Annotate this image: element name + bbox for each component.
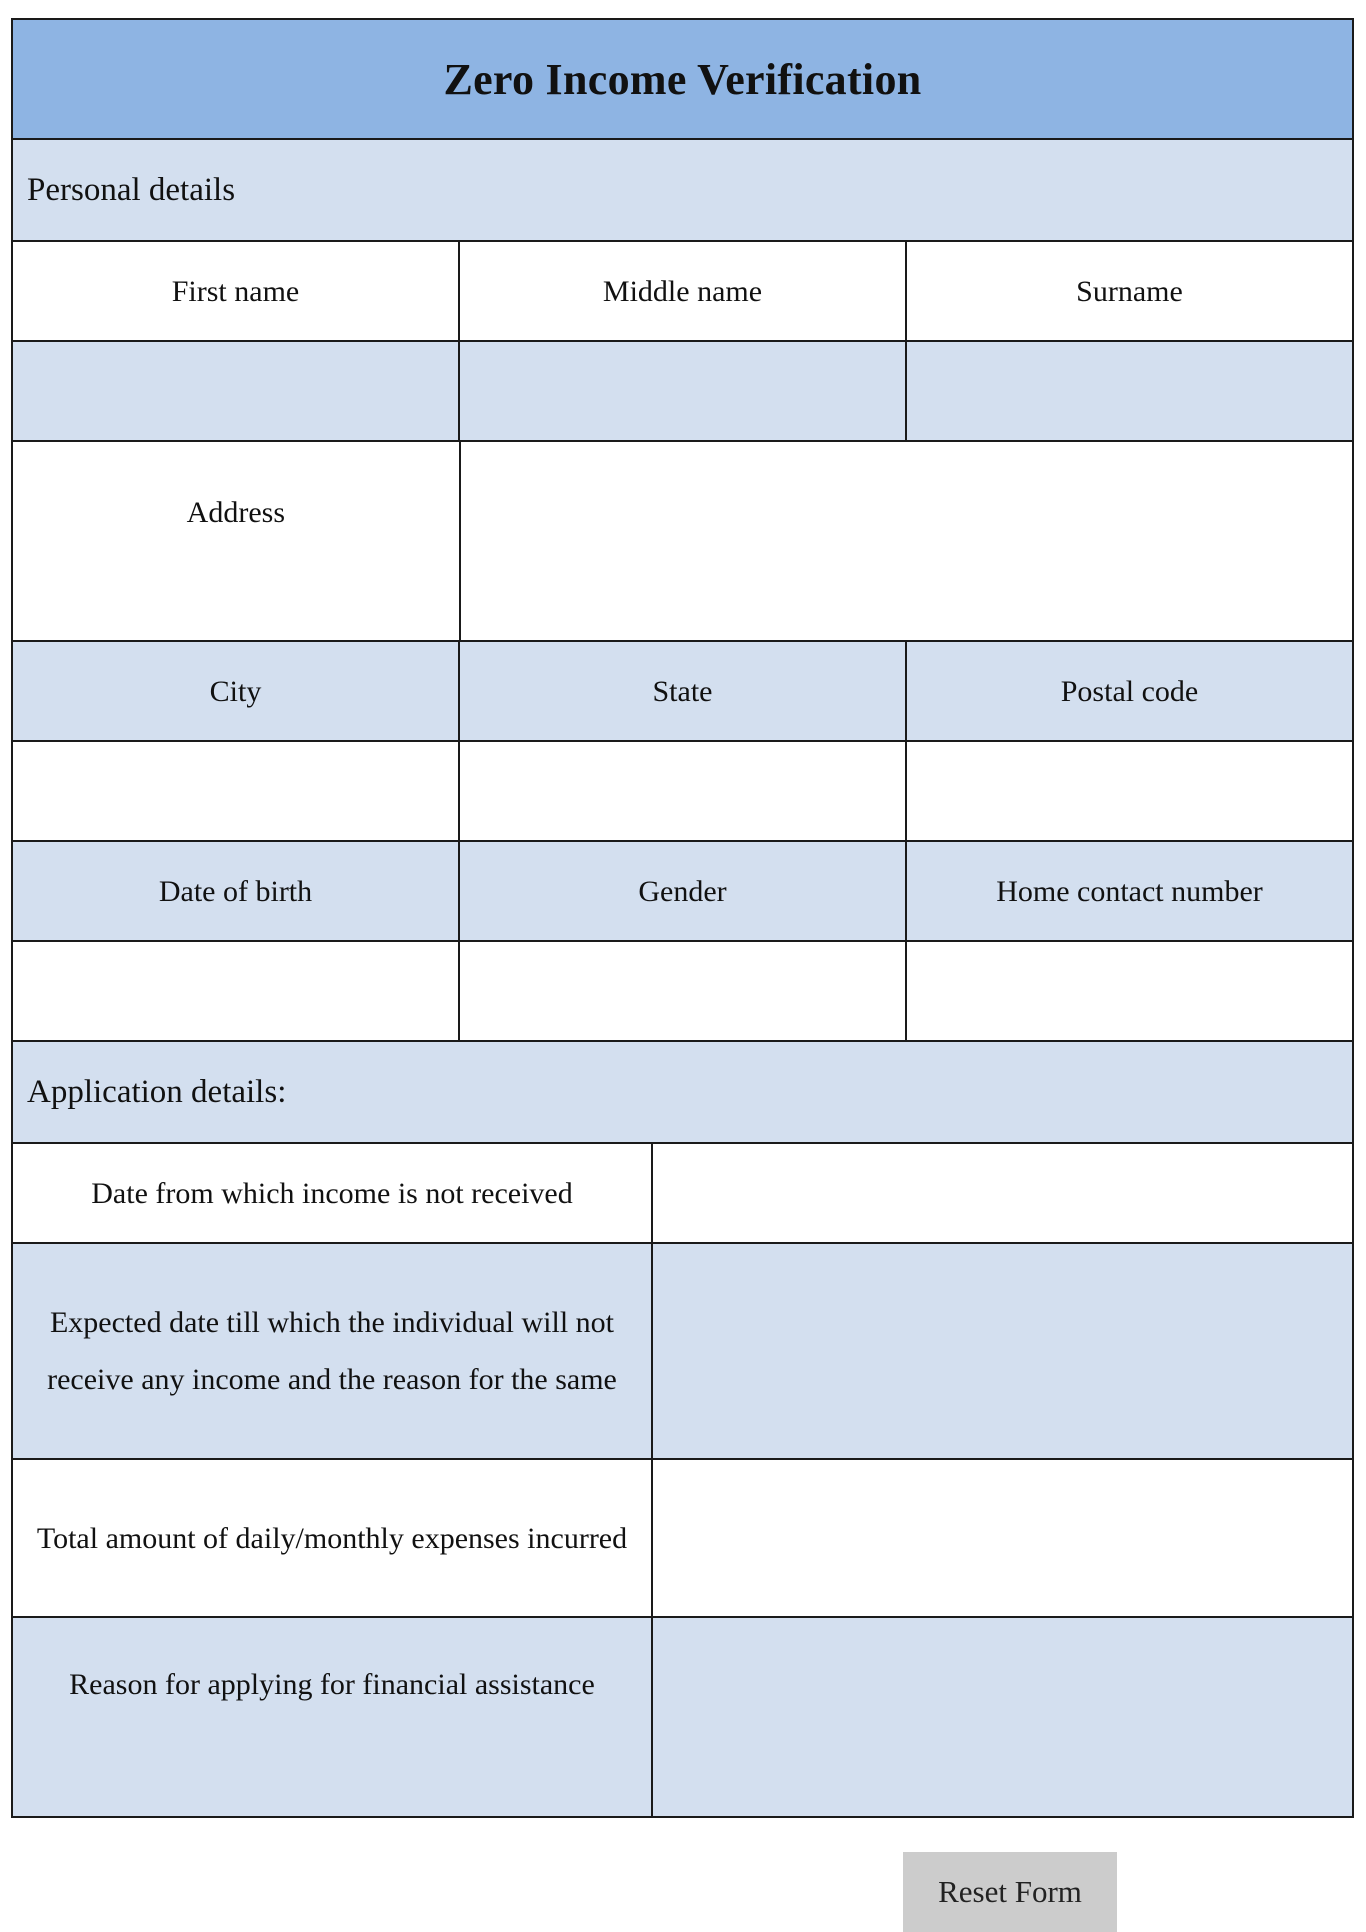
application-row-expenses [13, 1460, 1352, 1618]
application-details-heading: Application details: [13, 1042, 1352, 1144]
first-name-label: First name [13, 242, 460, 340]
application-row-income-stop-date [13, 1144, 1352, 1244]
reset-form-button[interactable]: Reset Form [903, 1852, 1117, 1932]
expected-date-label: Expected date till which the individual will not receive any income and the reason for the same [13, 1244, 653, 1458]
expenses-label: Total amount of daily/monthly expenses incurred [13, 1460, 653, 1616]
date-of-birth-label: Date of birth [13, 842, 460, 940]
state-field[interactable] [460, 742, 907, 840]
home-contact-number-field[interactable] [907, 942, 1352, 1040]
zero-income-form [11, 18, 1354, 1818]
misc-header-row [13, 842, 1352, 942]
gender-label: Gender [460, 842, 907, 940]
income-stop-date-label: Date from which income is not received [13, 1144, 653, 1242]
income-stop-date-field[interactable] [653, 1144, 1352, 1242]
location-input-row [13, 742, 1352, 842]
misc-input-row [13, 942, 1352, 1042]
middle-name-field[interactable] [460, 342, 907, 440]
surname-label: Surname [1076, 274, 1183, 308]
reason-label: Reason for applying for financial assistance [13, 1618, 653, 1816]
address-field[interactable] [461, 442, 1352, 640]
expenses-field[interactable] [653, 1460, 1352, 1616]
postal-code-field[interactable] [907, 742, 1352, 840]
postal-code-label: Postal code [1060, 674, 1199, 708]
name-header-row [13, 242, 1352, 342]
gender-field[interactable] [460, 942, 907, 1040]
surname-field[interactable] [907, 342, 1352, 440]
first-name-field[interactable] [13, 342, 460, 440]
state-label: State [460, 642, 907, 740]
address-row [13, 442, 1352, 642]
address-label: Address [13, 442, 461, 640]
name-input-row [13, 342, 1352, 442]
city-label: City [13, 642, 460, 740]
form-title: Zero Income Verification [13, 20, 1352, 140]
date-of-birth-field[interactable] [13, 942, 460, 1040]
expected-date-field[interactable] [653, 1244, 1352, 1458]
application-row-reason [13, 1618, 1352, 1816]
location-header-row [13, 642, 1352, 742]
reason-field[interactable] [653, 1618, 1352, 1816]
home-contact-number-label: Home contact number [996, 874, 1263, 908]
personal-details-heading: Personal details [13, 140, 1352, 242]
application-row-expected-date [13, 1244, 1352, 1460]
middle-name-label: Middle name [460, 242, 907, 340]
city-field[interactable] [13, 742, 460, 840]
